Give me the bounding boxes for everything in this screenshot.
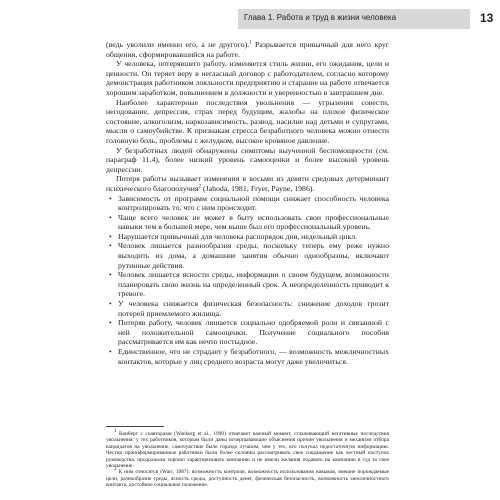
footnote-ref-2: 2 xyxy=(198,184,202,190)
paragraph-5: Потеря работы вызывает изменения в восьми из девяти средовых детерминант психического благополучия$^2$ (Jahoda, 1981; Fryer, Payne, 1986). xyxy=(106,174,389,193)
footnote-ref-1: 1 xyxy=(249,40,252,46)
footnote-1: $^1$ Ванберг с соавторами (Wanberg et al., 1999) отмечают важный момент, сглаживающий негативные последствия увольнения: у тех работников, которым были даны исчерпывающие объяснения причин увольнения и механизм отбора кандидатов на увольнение, самочувствие было гораздо лучшим, чем у тех, кто получал недостаточную информацию. Честно проинформированные работники были более склонны рассматривать свое сокращение как честный поступок руководства, продолжали хорошо характеризовать компанию и не имели желания подавать на компанию в суд за свое увольнение. xyxy=(106,429,389,470)
bullet-list xyxy=(106,194,389,367)
paragraph-4: У безработных людей обнаружены симптомы выученной беспомощности (см. параграф 11.4), более низкий уровень самооценки и более высокий уровень депрессии. xyxy=(106,145,389,174)
footnote-rule xyxy=(106,426,164,427)
list-item: • Чаще всего человек не может в быту использовать свои профессиональные навыки тем в большей мере, чем выше был его профессиональный уровень. xyxy=(106,213,389,232)
paragraph-3: Наиболее характерные последствия увольнения — угрызения совести, негодование, депрессия, страх перед будущим, жалобы на плохое физическое состояние, алкоголизм, наркозависимость, развод, насилие над детьми и супругами, мысли о самоубийстве. К признакам стресса безработного человека можно отнести головную боль, проблемы с желудком, высокое кровяное давление. xyxy=(106,97,389,145)
footnotes xyxy=(106,426,389,489)
list-item: • Зависимость от программ социальной помощи снижает способность человека контролировать то, что с ним происходит. xyxy=(106,194,389,213)
list-item: • Единственное, что не страдает у безработного, — возможность межличностных контактов, которые у лиц среднего возраста могут даже увеличиться. xyxy=(106,347,389,366)
list-item: • Потеряв работу, человек лишается социально одобряемой роли и связанной с ней положительной самооценки. Получение социального пособия рассматривается им как нечто постыдное. xyxy=(106,318,389,347)
running-title: Глава 1. Работа и труд в жизни человека xyxy=(244,13,397,22)
footnote-2: $^2$ К ним относятся (Warr, 1987): возможность контроля, возможность использования навыков, внешне порождаемые цели, разнообразие среды, ясность среды, доступность денег, физическая безопасность, возможность межличностного контакта, достойное социальное положение. xyxy=(106,467,389,489)
list-item: • У человека снижается физическая безопасность: снижение доходов грозит потерей приемлемого жилища. xyxy=(106,299,389,318)
list-item: • Человек лишается разнообразия среды, поскольку теперь ему реже нужно выходить из дома, а домашние занятия обычно однообразны, включают рутинные действия. xyxy=(106,241,389,270)
list-item: • Человек лишается ясности среды, информации о своем будущем, возможности планировать свою жизнь на определенный срок. А неопределенность приводит к тревоге. xyxy=(106,270,389,299)
paragraph-2: У человека, потерявшего работу, изменяется стиль жизни, его ожидания, цели и ценности. Он теряет веру в негласный договор с работодателем, согласно которому демонстрация работником лояльности предприятию и старание на работе отвечается хорошим заработком, повышением в должности и уверенностью в завтрашнем дне. xyxy=(106,59,389,97)
page-number: 13 xyxy=(480,11,494,25)
running-header xyxy=(0,9,500,29)
body-text xyxy=(106,40,389,366)
list-item: • Нарушается привычный для человека распорядок дня, недельный цикл. xyxy=(106,232,389,242)
paragraph-1: (ведь уволили именно его, а не другого).$^1$ Разрывается привычный для него круг общения, сформировавшийся на работе. xyxy=(106,40,390,59)
